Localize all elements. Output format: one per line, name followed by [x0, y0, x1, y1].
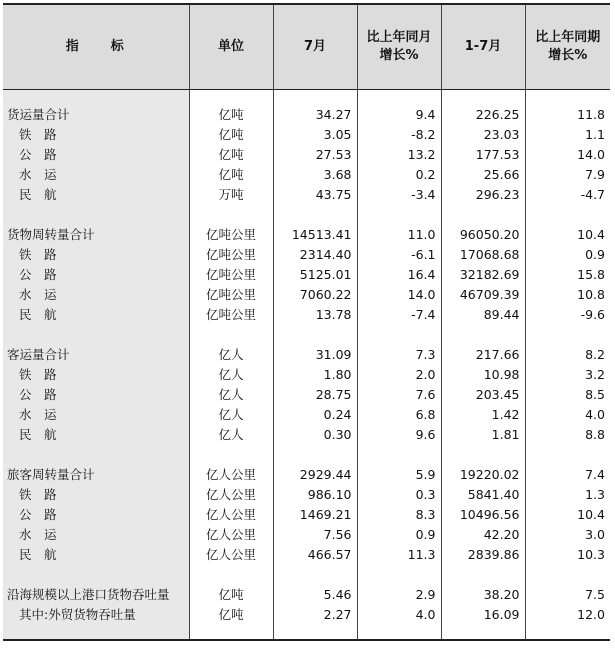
- month-value-cell: 13.78: [273, 305, 357, 325]
- table-row: [3, 385, 610, 405]
- empty-cell: [525, 90, 610, 106]
- table-row: [3, 245, 610, 265]
- month-growth-cell: 0.2: [357, 165, 441, 185]
- table-row: [3, 425, 610, 445]
- indicator-cell: 旅客周转量合计: [3, 465, 189, 485]
- empty-cell: [525, 205, 610, 225]
- table-row: [3, 465, 610, 485]
- unit-cell: 亿人: [189, 365, 273, 385]
- ytd-growth-cell: 8.2: [525, 345, 610, 365]
- ytd-value-cell: 89.44: [441, 305, 525, 325]
- ytd-growth-cell: -9.6: [525, 305, 610, 325]
- table-row: [3, 185, 610, 205]
- table-row: [3, 225, 610, 245]
- table-row: [3, 585, 610, 605]
- month-value-cell: 0.30: [273, 425, 357, 445]
- empty-cell: [441, 625, 525, 640]
- table-row: [3, 605, 610, 625]
- table-row: [3, 125, 610, 145]
- ytd-growth-cell: 7.4: [525, 465, 610, 485]
- month-growth-cell: 5.9: [357, 465, 441, 485]
- month-value-cell: 3.68: [273, 165, 357, 185]
- empty-cell: [189, 325, 273, 345]
- indicator-cell: 民 航: [3, 305, 189, 325]
- unit-cell: 亿吨: [189, 605, 273, 625]
- header-ytd: 1-7月: [441, 4, 525, 90]
- unit-cell: 亿人: [189, 425, 273, 445]
- month-value-cell: 28.75: [273, 385, 357, 405]
- table-row: [3, 105, 610, 125]
- unit-cell: 万吨: [189, 185, 273, 205]
- empty-cell: [357, 90, 441, 106]
- month-value-cell: 2.27: [273, 605, 357, 625]
- empty-cell: [357, 445, 441, 465]
- empty-cell: [3, 625, 189, 640]
- empty-cell: [273, 565, 357, 585]
- empty-cell: [3, 90, 189, 106]
- ytd-growth-cell: 11.8: [525, 105, 610, 125]
- month-value-cell: 31.09: [273, 345, 357, 365]
- empty-cell: [273, 90, 357, 106]
- header-indicator: 指 标: [3, 4, 189, 90]
- indicator-cell: 沿海规模以上港口货物吞吐量: [3, 585, 189, 605]
- unit-cell: 亿人公里: [189, 545, 273, 565]
- group-spacer-row: [3, 325, 610, 345]
- empty-cell: [273, 325, 357, 345]
- empty-cell: [273, 205, 357, 225]
- ytd-growth-cell: 8.8: [525, 425, 610, 445]
- unit-cell: 亿吨公里: [189, 285, 273, 305]
- ytd-growth-cell: 0.9: [525, 245, 610, 265]
- transport-statistics-table: [3, 3, 610, 641]
- ytd-value-cell: 96050.20: [441, 225, 525, 245]
- empty-cell: [273, 625, 357, 640]
- ytd-growth-cell: 10.3: [525, 545, 610, 565]
- month-growth-cell: -8.2: [357, 125, 441, 145]
- ytd-growth-cell: -4.7: [525, 185, 610, 205]
- month-growth-cell: 13.2: [357, 145, 441, 165]
- group-spacer-row: [3, 205, 610, 225]
- unit-cell: 亿吨: [189, 585, 273, 605]
- month-growth-cell: 9.4: [357, 105, 441, 125]
- indicator-cell: 客运量合计: [3, 345, 189, 365]
- indicator-cell: 铁 路: [3, 245, 189, 265]
- table-row: [3, 285, 610, 305]
- unit-cell: 亿吨公里: [189, 305, 273, 325]
- unit-cell: 亿人: [189, 385, 273, 405]
- indicator-cell: 铁 路: [3, 365, 189, 385]
- indicator-cell: 公 路: [3, 145, 189, 165]
- empty-cell: [3, 565, 189, 585]
- month-value-cell: 466.57: [273, 545, 357, 565]
- table-row: [3, 145, 610, 165]
- empty-cell: [525, 445, 610, 465]
- ytd-value-cell: 296.23: [441, 185, 525, 205]
- table-header: [3, 4, 610, 90]
- month-value-cell: 27.53: [273, 145, 357, 165]
- month-value-cell: 986.10: [273, 485, 357, 505]
- ytd-growth-cell: 4.0: [525, 405, 610, 425]
- ytd-value-cell: 177.53: [441, 145, 525, 165]
- header-month: 7月: [273, 4, 357, 90]
- ytd-growth-cell: 3.2: [525, 365, 610, 385]
- ytd-value-cell: 226.25: [441, 105, 525, 125]
- table-row: [3, 545, 610, 565]
- month-growth-cell: 7.6: [357, 385, 441, 405]
- ytd-value-cell: 1.81: [441, 425, 525, 445]
- unit-cell: 亿人公里: [189, 525, 273, 545]
- ytd-growth-cell: 3.0: [525, 525, 610, 545]
- empty-cell: [357, 205, 441, 225]
- unit-cell: 亿吨: [189, 125, 273, 145]
- month-growth-cell: -7.4: [357, 305, 441, 325]
- indicator-cell: 公 路: [3, 265, 189, 285]
- indicator-cell: 货运量合计: [3, 105, 189, 125]
- indicator-cell: 民 航: [3, 425, 189, 445]
- ytd-value-cell: 19220.02: [441, 465, 525, 485]
- ytd-value-cell: 5841.40: [441, 485, 525, 505]
- unit-cell: 亿人: [189, 405, 273, 425]
- ytd-growth-cell: 7.9: [525, 165, 610, 185]
- header-row: [3, 4, 610, 90]
- empty-cell: [441, 205, 525, 225]
- ytd-value-cell: 17068.68: [441, 245, 525, 265]
- bottom-padding-row: [3, 625, 610, 640]
- empty-cell: [357, 565, 441, 585]
- month-growth-cell: 2.0: [357, 365, 441, 385]
- empty-cell: [525, 325, 610, 345]
- month-growth-cell: 7.3: [357, 345, 441, 365]
- ytd-growth-cell: 14.0: [525, 145, 610, 165]
- month-growth-cell: 6.8: [357, 405, 441, 425]
- empty-cell: [441, 445, 525, 465]
- table-row: [3, 265, 610, 285]
- unit-cell: 亿人公里: [189, 485, 273, 505]
- indicator-cell: 货物周转量合计: [3, 225, 189, 245]
- month-growth-cell: 0.3: [357, 485, 441, 505]
- unit-cell: 亿人公里: [189, 505, 273, 525]
- ytd-growth-cell: 8.5: [525, 385, 610, 405]
- group-spacer-row: [3, 565, 610, 585]
- month-value-cell: 3.05: [273, 125, 357, 145]
- indicator-cell: 铁 路: [3, 485, 189, 505]
- month-growth-cell: 8.3: [357, 505, 441, 525]
- ytd-growth-cell: 12.0: [525, 605, 610, 625]
- unit-cell: 亿吨公里: [189, 265, 273, 285]
- month-growth-cell: 4.0: [357, 605, 441, 625]
- month-value-cell: 1.80: [273, 365, 357, 385]
- unit-cell: 亿吨: [189, 145, 273, 165]
- ytd-value-cell: 10.98: [441, 365, 525, 385]
- ytd-value-cell: 42.20: [441, 525, 525, 545]
- ytd-value-cell: 23.03: [441, 125, 525, 145]
- month-value-cell: 14513.41: [273, 225, 357, 245]
- empty-cell: [525, 625, 610, 640]
- table-row: [3, 525, 610, 545]
- month-value-cell: 7.56: [273, 525, 357, 545]
- indicator-cell: 水 运: [3, 525, 189, 545]
- empty-cell: [189, 445, 273, 465]
- month-growth-cell: 14.0: [357, 285, 441, 305]
- indicator-cell: 其中:外贸货物吞吐量: [3, 605, 189, 625]
- ytd-value-cell: 203.45: [441, 385, 525, 405]
- indicator-cell: 民 航: [3, 185, 189, 205]
- header-unit: 单位: [189, 4, 273, 90]
- month-value-cell: 34.27: [273, 105, 357, 125]
- empty-cell: [441, 90, 525, 106]
- month-growth-cell: -3.4: [357, 185, 441, 205]
- ytd-value-cell: 2839.86: [441, 545, 525, 565]
- ytd-growth-cell: 10.4: [525, 225, 610, 245]
- month-value-cell: 0.24: [273, 405, 357, 425]
- ytd-growth-cell: 7.5: [525, 585, 610, 605]
- ytd-value-cell: 16.09: [441, 605, 525, 625]
- ytd-value-cell: 1.42: [441, 405, 525, 425]
- empty-cell: [441, 565, 525, 585]
- indicator-cell: 水 运: [3, 405, 189, 425]
- indicator-cell: 公 路: [3, 385, 189, 405]
- table-body: [3, 90, 610, 641]
- empty-cell: [189, 625, 273, 640]
- month-value-cell: 7060.22: [273, 285, 357, 305]
- ytd-value-cell: 10496.56: [441, 505, 525, 525]
- month-growth-cell: 11.0: [357, 225, 441, 245]
- table-row: [3, 345, 610, 365]
- indicator-cell: 水 运: [3, 285, 189, 305]
- ytd-growth-cell: 15.8: [525, 265, 610, 285]
- month-growth-cell: 9.6: [357, 425, 441, 445]
- table-row: [3, 305, 610, 325]
- month-growth-cell: 16.4: [357, 265, 441, 285]
- ytd-growth-cell: 10.4: [525, 505, 610, 525]
- empty-cell: [357, 625, 441, 640]
- empty-cell: [441, 325, 525, 345]
- ytd-growth-cell: 1.1: [525, 125, 610, 145]
- header-month-growth: 比上年同月 增长%: [357, 4, 441, 90]
- ytd-value-cell: 217.66: [441, 345, 525, 365]
- table-row: [3, 365, 610, 385]
- unit-cell: 亿吨公里: [189, 225, 273, 245]
- unit-cell: 亿吨: [189, 165, 273, 185]
- unit-cell: 亿人: [189, 345, 273, 365]
- month-growth-cell: -6.1: [357, 245, 441, 265]
- month-value-cell: 5125.01: [273, 265, 357, 285]
- indicator-cell: 水 运: [3, 165, 189, 185]
- table-row: [3, 505, 610, 525]
- empty-cell: [273, 445, 357, 465]
- header-ytd-growth: 比上年同期 增长%: [525, 4, 610, 90]
- month-value-cell: 2929.44: [273, 465, 357, 485]
- ytd-value-cell: 32182.69: [441, 265, 525, 285]
- month-value-cell: 2314.40: [273, 245, 357, 265]
- month-growth-cell: 0.9: [357, 525, 441, 545]
- group-spacer-row: [3, 445, 610, 465]
- table-row: [3, 485, 610, 505]
- top-padding-row: [3, 90, 610, 106]
- indicator-cell: 铁 路: [3, 125, 189, 145]
- ytd-growth-cell: 1.3: [525, 485, 610, 505]
- month-growth-cell: 11.3: [357, 545, 441, 565]
- month-value-cell: 43.75: [273, 185, 357, 205]
- unit-cell: 亿吨公里: [189, 245, 273, 265]
- empty-cell: [189, 565, 273, 585]
- indicator-cell: 民 航: [3, 545, 189, 565]
- ytd-value-cell: 25.66: [441, 165, 525, 185]
- unit-cell: 亿吨: [189, 105, 273, 125]
- empty-cell: [189, 90, 273, 106]
- empty-cell: [3, 445, 189, 465]
- ytd-value-cell: 46709.39: [441, 285, 525, 305]
- empty-cell: [189, 205, 273, 225]
- month-value-cell: 5.46: [273, 585, 357, 605]
- empty-cell: [357, 325, 441, 345]
- unit-cell: 亿人公里: [189, 465, 273, 485]
- ytd-growth-cell: 10.8: [525, 285, 610, 305]
- empty-cell: [3, 325, 189, 345]
- empty-cell: [3, 205, 189, 225]
- empty-cell: [525, 565, 610, 585]
- indicator-cell: 公 路: [3, 505, 189, 525]
- ytd-value-cell: 38.20: [441, 585, 525, 605]
- month-value-cell: 1469.21: [273, 505, 357, 525]
- table-row: [3, 165, 610, 185]
- table-row: [3, 405, 610, 425]
- month-growth-cell: 2.9: [357, 585, 441, 605]
